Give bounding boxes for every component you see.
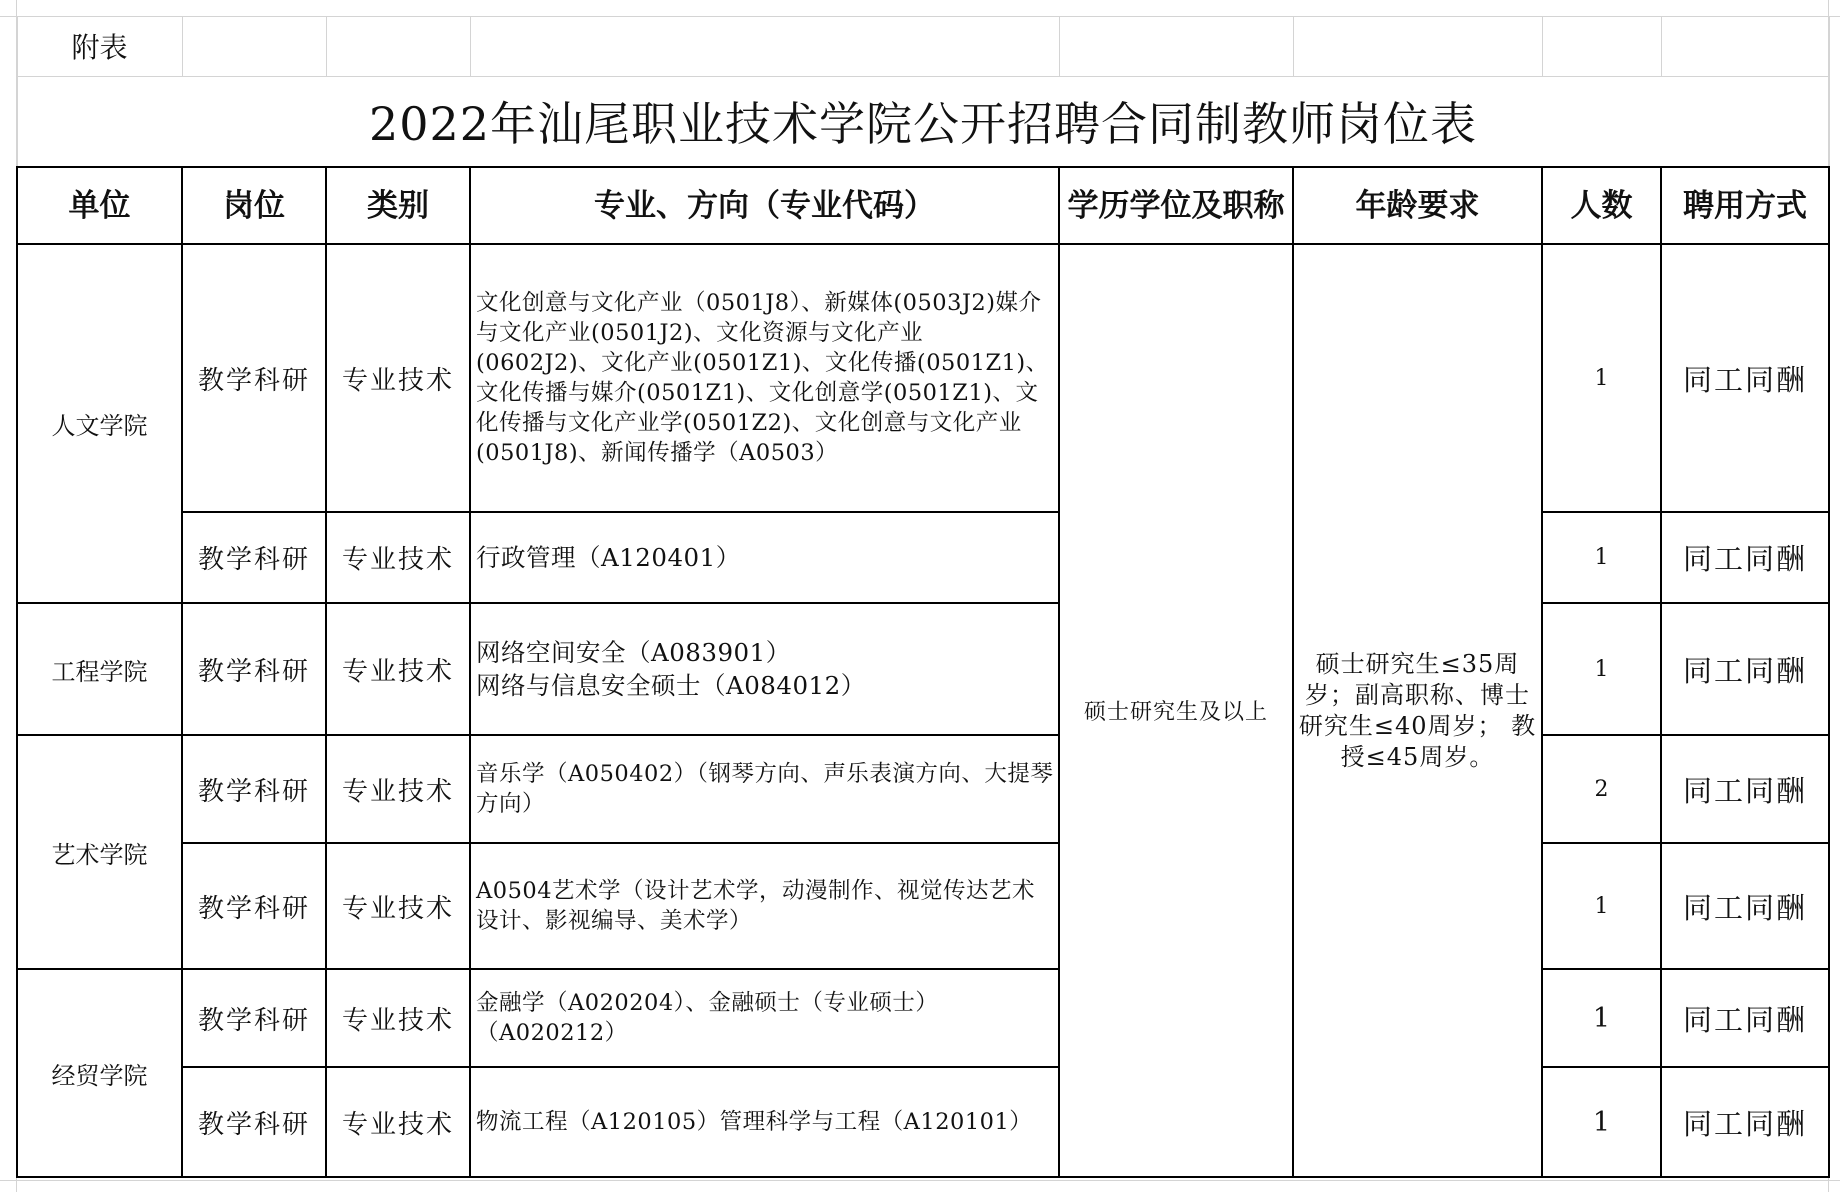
- category-cell[interactable]: 专业技术: [326, 512, 470, 603]
- major-cell[interactable]: 行政管理（A120401）: [470, 512, 1059, 603]
- category-cell[interactable]: 专业技术: [326, 244, 470, 512]
- category-cell[interactable]: 专业技术: [326, 603, 470, 735]
- method-cell[interactable]: 同工同酬: [1661, 843, 1829, 969]
- table-row: [17, 244, 1829, 512]
- position-cell[interactable]: 教学科研: [182, 512, 326, 603]
- method-cell[interactable]: 同工同酬: [1661, 603, 1829, 735]
- category-cell[interactable]: 专业技术: [326, 969, 470, 1067]
- header-position[interactable]: 岗位: [182, 167, 326, 244]
- method-cell[interactable]: 同工同酬: [1661, 1067, 1829, 1177]
- header-unit[interactable]: 单位: [17, 167, 182, 244]
- method-cell[interactable]: 同工同酬: [1661, 969, 1829, 1067]
- count-cell[interactable]: 1: [1542, 512, 1661, 603]
- table-row: [17, 603, 1829, 735]
- major-cell[interactable]: 文化创意与文化产业（0501J8）、新媒体(0503J2)媒介与文化产业(0501J2)、文化资源与文化产业 (0602J2)、文化产业(0501Z1)、文化传播(0501Z1)、文化传播与媒介(0501Z1)、文化创意学(0501Z1)、文化传播与文化产业学(0501Z2)、文化创意与文化产业(0501J8)、新闻传播学（A0503）: [470, 244, 1059, 512]
- position-cell[interactable]: 教学科研: [182, 244, 326, 512]
- method-cell[interactable]: 同工同酬: [1661, 244, 1829, 512]
- count-cell[interactable]: 1: [1542, 1067, 1661, 1177]
- position-cell[interactable]: 教学科研: [182, 1067, 326, 1177]
- education-cell[interactable]: 硕士研究生及以上: [1059, 244, 1293, 1177]
- header-category[interactable]: 类别: [326, 167, 470, 244]
- age-cell[interactable]: 硕士研究生≤35周岁；副高职称、博士研究生≤40周岁； 教授≤45周岁。: [1293, 244, 1542, 1177]
- unit-cell[interactable]: 人文学院: [17, 244, 182, 603]
- count-cell[interactable]: 2: [1542, 735, 1661, 843]
- table-row: [17, 735, 1829, 843]
- count-cell[interactable]: 1: [1542, 603, 1661, 735]
- empty-cell[interactable]: [470, 16, 1059, 76]
- major-cell[interactable]: 金融学（A020204）、金融硕士（专业硕士）（A020212）: [470, 969, 1059, 1067]
- position-cell[interactable]: 教学科研: [182, 843, 326, 969]
- unit-cell[interactable]: 工程学院: [17, 603, 182, 735]
- recruitment-table: [16, 16, 1830, 1178]
- table-row: [17, 843, 1829, 969]
- header-count[interactable]: 人数: [1542, 167, 1661, 244]
- empty-cell[interactable]: [182, 16, 326, 76]
- count-cell[interactable]: 1: [1542, 969, 1661, 1067]
- count-cell[interactable]: 1: [1542, 843, 1661, 969]
- method-cell[interactable]: 同工同酬: [1661, 735, 1829, 843]
- table-row: [17, 969, 1829, 1067]
- header-row: [17, 167, 1829, 244]
- table-row: [17, 1067, 1829, 1177]
- note-label[interactable]: 附表: [17, 16, 182, 76]
- empty-cell[interactable]: [1542, 16, 1661, 76]
- position-cell[interactable]: 教学科研: [182, 969, 326, 1067]
- note-row: [17, 16, 1829, 76]
- major-line: 网络空间安全（A083901）: [476, 638, 791, 667]
- major-cell[interactable]: [470, 603, 1059, 735]
- header-major[interactable]: 专业、方向（专业代码）: [470, 167, 1059, 244]
- position-cell[interactable]: 教学科研: [182, 735, 326, 843]
- header-education[interactable]: 学历学位及职称: [1059, 167, 1293, 244]
- unit-cell[interactable]: 艺术学院: [17, 735, 182, 969]
- category-cell[interactable]: 专业技术: [326, 843, 470, 969]
- count-cell[interactable]: 1: [1542, 244, 1661, 512]
- header-method[interactable]: 聘用方式: [1661, 167, 1829, 244]
- empty-cell[interactable]: [1661, 16, 1829, 76]
- empty-cell[interactable]: [1059, 16, 1293, 76]
- page-title[interactable]: 2022年汕尾职业技术学院公开招聘合同制教师岗位表: [17, 76, 1829, 167]
- major-cell[interactable]: 物流工程（A120105）管理科学与工程（A120101）: [470, 1067, 1059, 1177]
- sheet-gridline: [0, 1180, 1840, 1181]
- unit-cell[interactable]: 经贸学院: [17, 969, 182, 1177]
- table-row: [17, 512, 1829, 603]
- empty-cell[interactable]: [1293, 16, 1542, 76]
- major-cell[interactable]: 音乐学（A050402）（钢琴方向、声乐表演方向、大提琴方向）: [470, 735, 1059, 843]
- major-cell[interactable]: A0504艺术学（设计艺术学，动漫制作、视觉传达艺术设计、影视编导、美术学）: [470, 843, 1059, 969]
- position-cell[interactable]: 教学科研: [182, 603, 326, 735]
- category-cell[interactable]: 专业技术: [326, 735, 470, 843]
- header-age[interactable]: 年龄要求: [1293, 167, 1542, 244]
- major-line: 网络与信息安全硕士（A084012）: [476, 671, 866, 700]
- method-cell[interactable]: 同工同酬: [1661, 512, 1829, 603]
- empty-cell[interactable]: [326, 16, 470, 76]
- category-cell[interactable]: 专业技术: [326, 1067, 470, 1177]
